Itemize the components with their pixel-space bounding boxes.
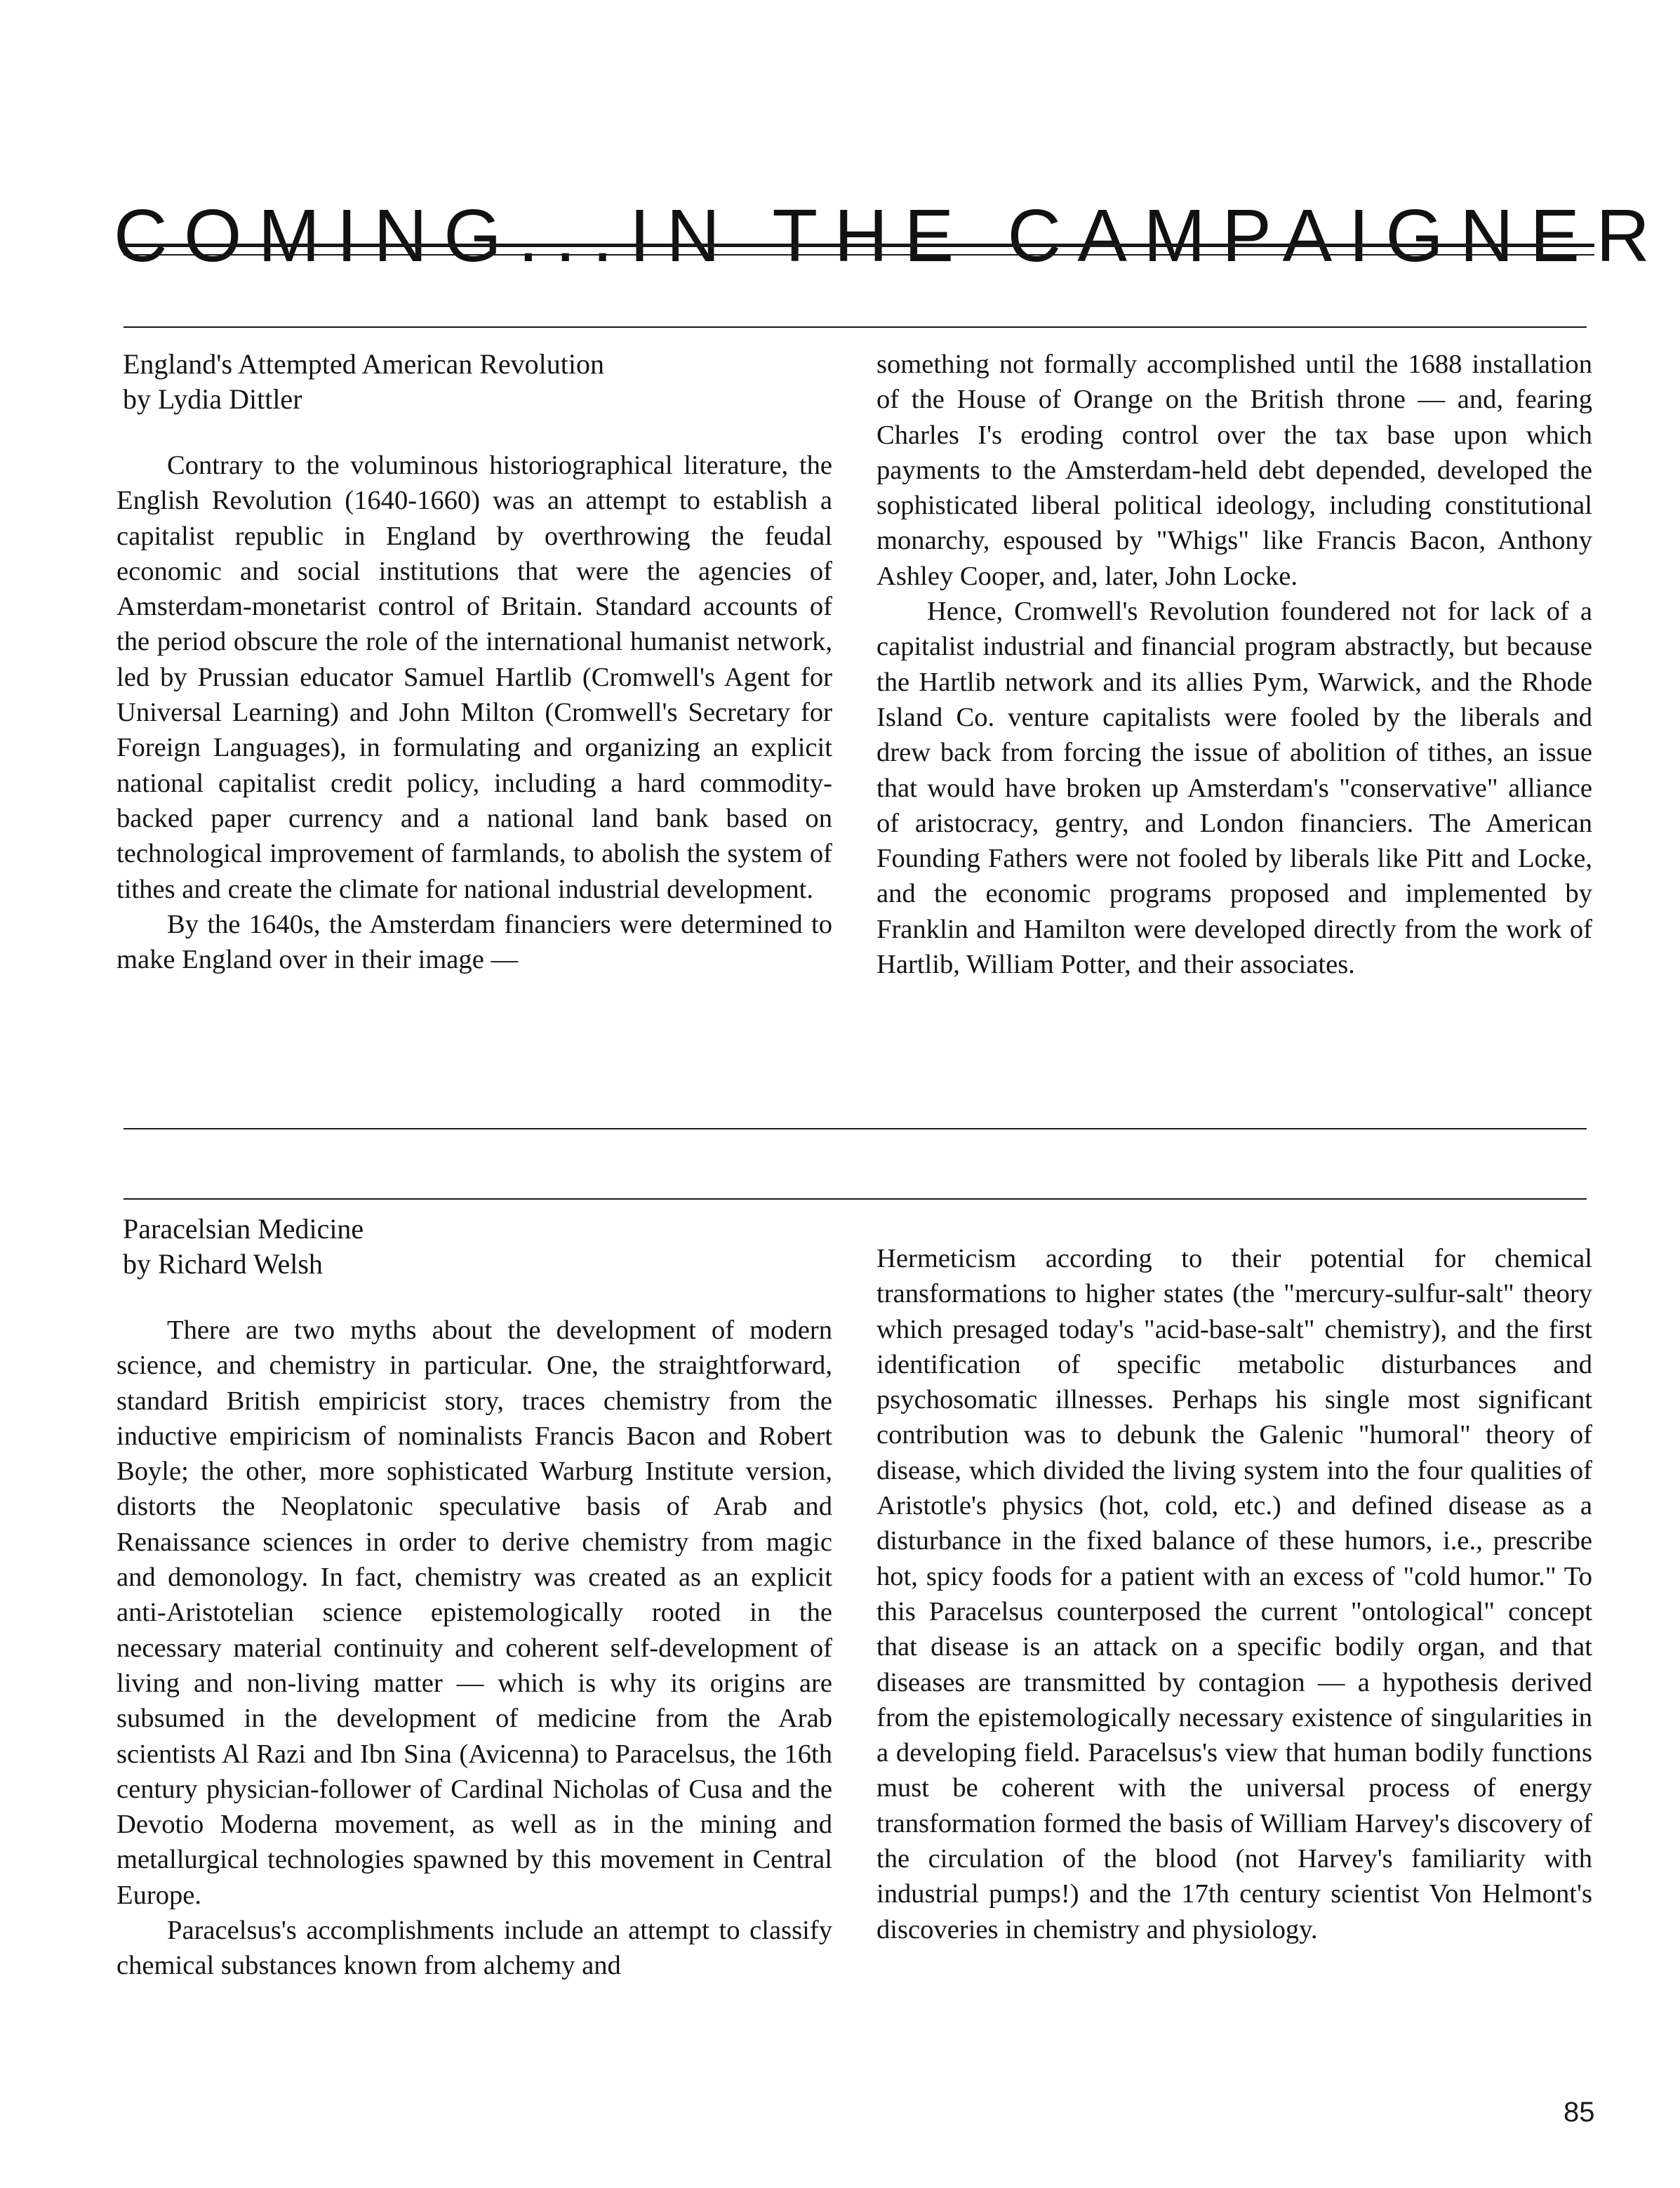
article-2-title: Paracelsian Medicine [123, 1213, 364, 1245]
article-1-heading [123, 347, 604, 417]
article-2-right-column [876, 1241, 1592, 1947]
page-title: COMING...IN THE CAMPAIGNER [114, 194, 1667, 278]
title-rule-bottom [124, 254, 1594, 256]
article-1-bottom-rule [124, 1128, 1587, 1129]
article-2-top-rule [124, 1198, 1587, 1200]
article-1-left-column [116, 448, 832, 977]
article-1-paragraph: something not formally accomplished until the 1688 installation of the House of Orange on the British throne — and, fearing Charles I's eroding control over the tax base upon which payments to the Amsterdam-held debt depended, developed the sophisticated liberal political ideology, including constitutional monarchy, espoused by "Whigs" like Francis Bacon, Anthony Ashley Cooper, and, later, John Locke. [876, 350, 1592, 591]
article-paracelsian-medicine [116, 1212, 1592, 2075]
article-1-byline: by Lydia Dittler [123, 383, 302, 415]
article-englands-attempted-american-revolution [116, 347, 1592, 1091]
article-1-title: England's Attempted American Revolution [123, 348, 604, 380]
article-2-byline: by Richard Welsh [123, 1248, 323, 1280]
article-1-paragraph: Contrary to the voluminous historiographical literature, the English Revolution (1640-1660) was an attempt to establish a capitalist republic in England by overthrowing the feudal economic and social institutions that were the agencies of Amsterdam-monetarist control of Britain. Standard accounts of the period obscure the role of the international humanist network, led by Prussian educator Samuel Hartlib (Cromwell's Agent for Universal Learning) and John Milton (Cromwell's Secretary for Foreign Languages), in formulating and organizing an explicit national capitalist credit policy, including a hard commodity-backed paper currency and a national land bank based on technological improvement of farmlands, to abolish the system of tithes and create the climate for national industrial development. [116, 451, 832, 904]
article-2-heading [123, 1212, 364, 1282]
page-number: 85 [1564, 2097, 1595, 2128]
article-1-paragraph: Hence, Cromwell's Revolution foundered not for lack of a capitalist industrial and financial program abstractly, but because the Hartlib network and its allies Pym, Warwick, and the Rhode Island Co. venture capitalists were fooled by the liberals and drew back from forcing the issue of abolition of tithes, an issue that would have broken up Amsterdam's "conservative" alliance of aristocracy, gentry, and London financiers. The American Founding Fathers were not fooled by liberals like Pitt and Locke, and the economic programs proposed and implemented by Franklin and Hamilton were developed directly from the work of Hartlib, William Potter, and their associates. [876, 597, 1592, 980]
article-1-paragraph: By the 1640s, the Amsterdam financiers were determined to make England over in their image — [116, 909, 832, 975]
article-1-right-column [876, 347, 1592, 982]
article-2-left-column [116, 1313, 832, 1984]
title-rule-top [124, 244, 1594, 247]
article-1-top-rule [124, 326, 1587, 328]
article-2-paragraph: There are two myths about the development of modern science, and chemistry in particular. One, the straightforward, standard British empiricist story, traces chemistry from the inductive empiricism of nominalists Francis Bacon and Robert Boyle; the other, more sophisticated Warburg Institute version, distorts the Neoplatonic speculative basis of Arab and Renaissance sciences in order to derive chemistry from magic and demonology. In fact, chemistry was created as an explicit anti-Aristotelian science epistemologically rooted in the necessary material continuity and coherent self-development of living and non-living matter — which is why its origins are subsumed in the development of medicine from the Arab scientists Al Razi and Ibn Sina (Avicenna) to Paracelsus, the 16th century physician-follower of Cardinal Nicholas of Cusa and the Devotio Moderna movement, as well as in the mining and metallurgical technologies spawned by this movement in Central Europe. [116, 1315, 832, 1910]
article-2-paragraph: Paracelsus's accomplishments include an attempt to classify chemical substances known from alchemy and [116, 1916, 832, 1981]
article-2-paragraph: Hermeticism according to their potential for chemical transformations to higher states (the "mercury-sulfur-salt" theory which presaged today's "acid-base-salt" chemistry), and the first identification of specific metabolic disturbances and psychosomatic illnesses. Perhaps his single most significant contribution was to debunk the Galenic "humoral" theory of disease, which divided the living system into the four qualities of Aristotle's physics (hot, cold, etc.) and defined disease as a disturbance in the fixed balance of these humors, i.e., prescribe hot, spicy foods for a patient with an excess of "cold humor." To this Paracelsus counterposed the current "ontological" concept that disease is an attack on a specific bodily organ, and that diseases are transmitted by contagion — a hypothesis derived from the epistemologically necessary existence of singularities in a developing field. Paracelsus's view that human bodily functions must be coherent with the universal process of energy transformation formed the basis of William Harvey's discovery of the circulation of the blood (not Harvey's familiarity with industrial pumps!) and the 17th century scientist Von Helmont's discoveries in chemistry and physiology. [876, 1244, 1592, 1944]
